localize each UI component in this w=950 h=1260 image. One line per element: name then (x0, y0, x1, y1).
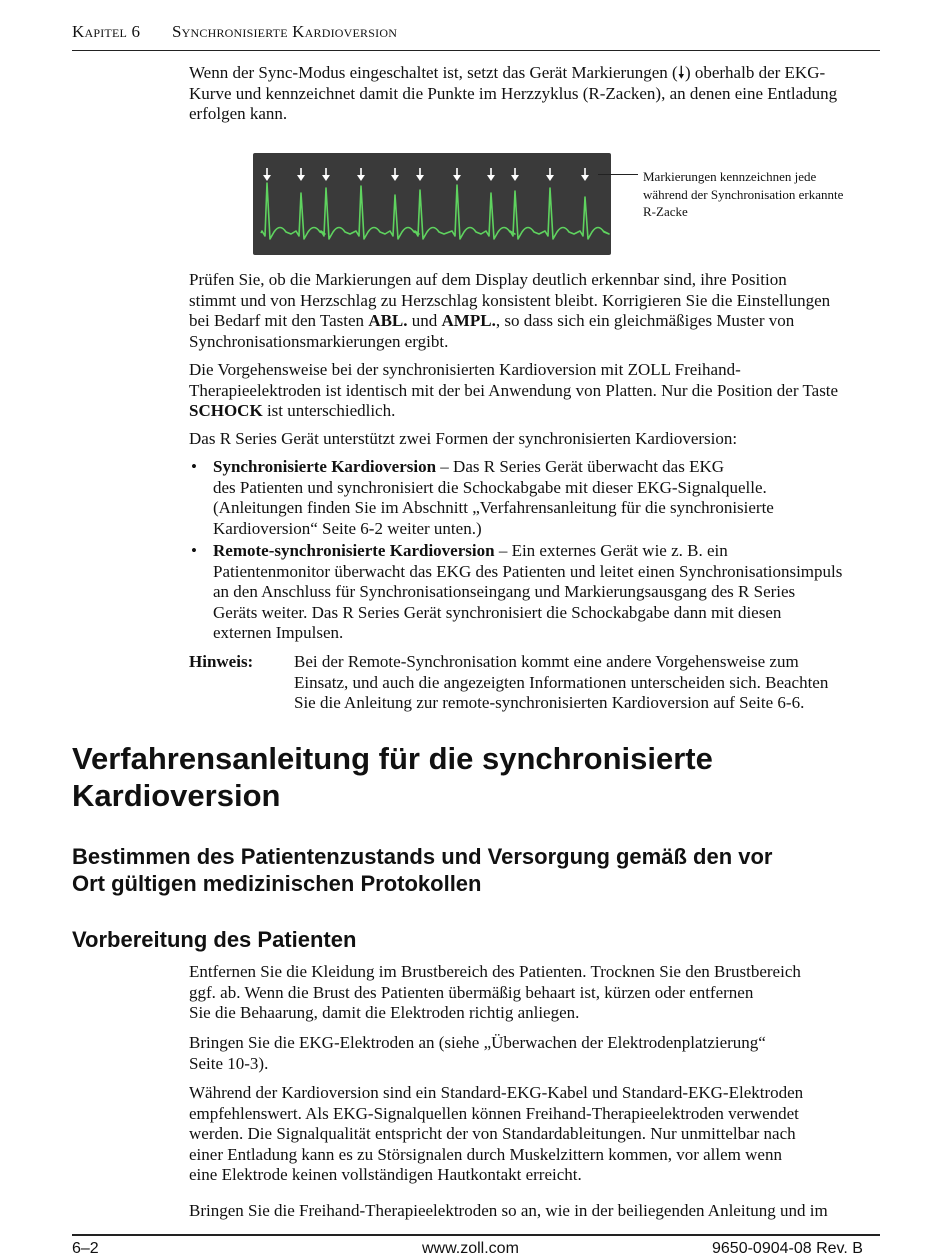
text-line: einer Entladung kann es zu Störsignalen durch Muskelzittern kommen, vor allem wenn (189, 1144, 782, 1164)
ekg-trace-graphic (253, 153, 611, 255)
heading-line: Ort gültigen medizinischen Protokollen (72, 871, 482, 896)
sync-marker-arrow-icon (416, 175, 424, 181)
text-line: Bringen Sie die Freihand-Therapieelektroden so an, wie in der beiliegenden Anleitung und im (189, 1201, 828, 1220)
ampl-key-label: AMPL. (441, 311, 496, 330)
text-line: Patientenmonitor überwacht das EKG des Patienten und leitet einen Synchronisationsimpuls (213, 561, 843, 581)
prep-paragraph-1 (189, 962, 881, 1024)
chapter-title: Synchronisierte Kardioversion (172, 22, 398, 41)
bullet-marker: • (191, 541, 197, 560)
text-run: , so dass sich ein gleichmäßiges Muster von (495, 311, 795, 330)
text-line: an den Anschluss für Synchronisationseingang und Markierungsausgang des R Series (213, 582, 796, 601)
sync-marker-arrow-icon (297, 175, 305, 181)
sync-marker-arrow-icon (322, 175, 330, 181)
forms-paragraph (189, 429, 881, 450)
prep-paragraph-2 (189, 1033, 881, 1074)
text-line: Therapieelektroden ist identisch mit der bei Anwendung von Platten. Nur die Position der Taste (189, 380, 839, 400)
text-line: externen Impulsen. (213, 623, 344, 642)
text-line: Prüfen Sie, ob die Markierungen auf dem Display deutlich erkennbar sind, ihre Position (189, 270, 787, 289)
section-heading (72, 740, 713, 814)
text-run: ist unterschiedlich. (262, 401, 396, 420)
document-number: 9650-0904-08 Rev. B (712, 1240, 863, 1257)
text-line: des Patienten und synchronisiert die Schockabgabe mit dieser EKG-Signalquelle. (213, 477, 767, 497)
note-body (294, 652, 881, 714)
text-line: Kardioversion“ Seite 6-2 weiter unten.) (213, 518, 482, 538)
schock-key-label: SCHOCK (189, 401, 263, 420)
text-line (189, 401, 881, 422)
sync-marker-arrow-icon (511, 175, 519, 181)
text-line: empfehlenswert. Als EKG-Signalquellen können Freihand-Therapieelektroden verwendet (189, 1103, 799, 1123)
subsection-heading (72, 843, 772, 897)
sync-marker-arrow-icon (581, 175, 589, 181)
callout-line: während der Synchronisation erkannte (643, 186, 844, 202)
ekg-waveform (261, 183, 609, 239)
text-line: eine Elektrode keinen vollständigen Hautkontakt erreicht. (189, 1165, 582, 1184)
text-line: Kurve und kennzeichnet damit die Punkte im Herzzyklus (R-Zacken), an denen eine Entladung (189, 83, 838, 103)
sync-marker-arrow-icon (453, 175, 461, 181)
bullet-title: Remote-synchronisierte Kardioversion (213, 541, 495, 560)
text-line: Entfernen Sie die Kleidung im Brustbereich des Patienten. Trocknen Sie den Brustbereich (189, 962, 801, 981)
subsubsection-heading: Vorbereitung des Patienten (72, 927, 357, 952)
text-line: Sie die Anleitung zur remote-synchronisierten Kardioversion auf Seite 6-6. (294, 693, 805, 712)
zoll-paragraph (189, 360, 881, 422)
callout-line: R-Zacke (643, 204, 688, 219)
text-line: Während der Kardioversion sind ein Standard-EKG-Kabel und Standard-EKG-Elektroden (189, 1083, 804, 1102)
text-line: Das R Series Gerät unterstützt zwei Formen der synchronisierten Kardioversion: (189, 429, 738, 448)
callout-leader-line (598, 174, 638, 175)
sync-marker-arrow-icon (357, 175, 365, 181)
note-label (189, 652, 289, 673)
footer-rule (72, 1234, 880, 1236)
text-line (213, 541, 881, 562)
text-line: Bringen Sie die EKG-Elektroden an (siehe „Überwachen der Elektrodenplatzierung“ (189, 1033, 766, 1052)
ekg-sync-figure (253, 153, 611, 255)
callout-line: Markierungen kennzeichnen jede (643, 169, 817, 184)
figure-callout (643, 168, 873, 221)
text-line: Synchronisationsmarkierungen ergibt. (189, 331, 449, 351)
page-number: 6–2 (72, 1240, 99, 1257)
heading-line: Verfahrensanleitung für die synchronisierte (72, 741, 713, 776)
sync-markers (263, 168, 589, 181)
text-line: (Anleitungen finden Sie im Abschnitt „Verfahrensanleitung für die synchronisierte (213, 498, 774, 517)
text-line: Wenn der Sync-Modus eingeschaltet ist, setzt das Gerät Markierungen (🠗) oberhalb der EKG- (189, 63, 826, 82)
abl-key-label: ABL. (368, 311, 408, 330)
heading-line: Kardioversion (72, 778, 281, 813)
text-line: erfolgen kann. (189, 104, 288, 123)
check-paragraph (189, 270, 881, 352)
text-run: – Ein externes Gerät wie z. B. ein (494, 541, 728, 560)
text-line: Sie die Behaarung, damit die Elektroden richtig anliegen. (189, 1003, 580, 1022)
bullet-marker: • (191, 457, 197, 476)
chapter-label: Kapitel 6 (72, 22, 141, 41)
sync-marker-arrow-icon (487, 175, 495, 181)
footer-url: www.zoll.com (422, 1240, 519, 1257)
text-run: bei Bedarf mit den Tasten (189, 311, 369, 330)
heading-line: Bestimmen des Patientenzustands und Versorgung gemäß den vor (72, 844, 773, 869)
note-label-text: Hinweis: (189, 652, 254, 671)
text-line: werden. Die Signalqualität entspricht der von Standardableitungen. Nur unmittelbar nach (189, 1124, 796, 1143)
prep-paragraph-3 (189, 1083, 881, 1186)
text-line (213, 457, 881, 478)
text-line: Geräts weiter. Das R Series Gerät synchronisiert die Schockabgabe dann mit diesen (213, 602, 782, 622)
text-line: Seite 10-3). (189, 1053, 269, 1073)
text-run: – Das R Series Gerät überwacht das EKG (436, 457, 725, 476)
text-line: Einsatz, und auch die angezeigten Informationen unterscheiden sich. Beachten (294, 672, 829, 692)
text-line: ggf. ab. Wenn die Brust des Patienten übermäßig behaart ist, kürzen oder entfernen (189, 982, 754, 1002)
text-line: Die Vorgehensweise bei der synchronisierten Kardioversion mit ZOLL Freihand- (189, 360, 741, 379)
bullet-title: Synchronisierte Kardioversion (213, 457, 437, 476)
text-line (189, 311, 881, 332)
sync-marker-arrow-icon (391, 175, 399, 181)
page-header (72, 20, 880, 51)
intro-paragraph (189, 63, 881, 125)
sync-marker-arrow-icon (263, 175, 271, 181)
sync-marker-arrow-icon (546, 175, 554, 181)
text-line: Bei der Remote-Synchronisation kommt eine andere Vorgehensweise zum (294, 652, 799, 671)
text-line: stimmt und von Herzschlag zu Herzschlag konsistent bleibt. Korrigieren Sie die Einstellungen (189, 290, 831, 310)
prep-paragraph-4 (189, 1201, 881, 1222)
text-run: und (407, 311, 442, 330)
bullet-item-sync (213, 457, 881, 539)
bullet-item-remote (213, 541, 881, 644)
